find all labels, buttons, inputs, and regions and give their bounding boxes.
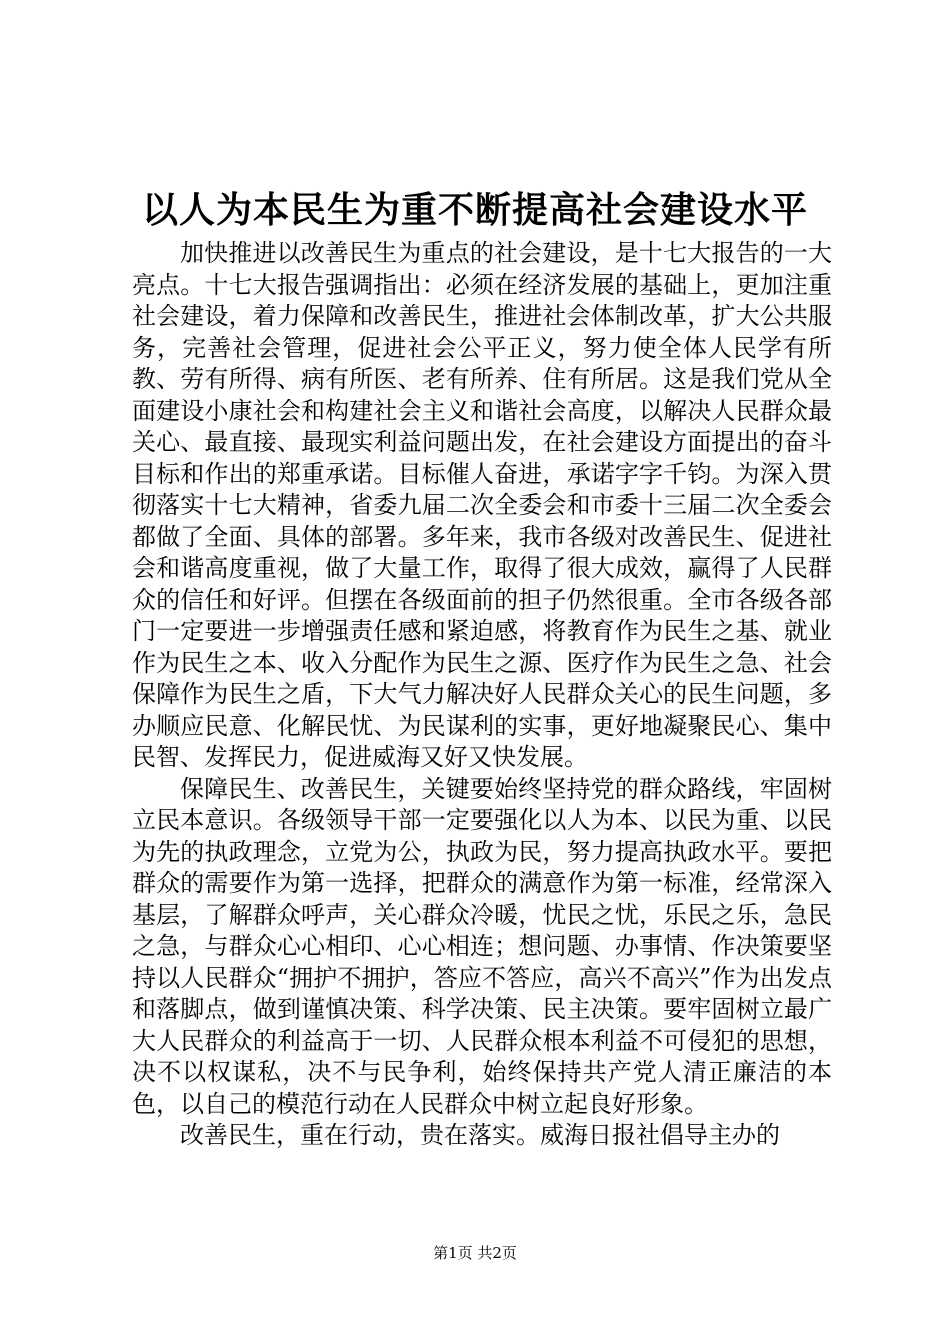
document-body — [132, 238, 832, 1152]
paragraph-2: 保障民生、改善民生，关键要始终坚持党的群众路线，牢固树立民本意识。各级领导干部一定要强化以人为本、以民为重、以民为先的执政理念，立党为公，执政为民，努力提高执政水平。要把群众的需要作为第一选择，把群众的满意作为第一标准，经常深入基层，了解群众呼声，关心群众冷暖，忧民之忧，乐民之乐，急民之急，与群众心心相印、心心相连；想问题、办事情、作决策要坚持以人民群众“拥护不拥护，答应不答应，高兴不高兴”作为出发点和落脚点，做到谨慎决策、科学决策、民主决策。要牢固树立最广大人民群众的利益高于一切、人民群众根本利益不可侵犯的思想，决不以权谋私，决不与民争利，始终保持共产党人清正廉洁的本色，以自己的模范行动在人民群众中树立起良好形象。 — [132, 774, 832, 1118]
paragraph-3: 改善民生，重在行动，贵在落实。威海日报社倡导主办的 — [180, 1121, 780, 1149]
page-footer: 第1页 共2页 — [433, 1244, 517, 1262]
paragraph-1: 加快推进以改善民生为重点的社会建设，是十七大报告的一大亮点。十七大报告强调指出：必须在经济发展的基础上，更加注重社会建设，着力保障和改善民生，推进社会体制改革，扩大公共服务，完善社会管理，促进社会公平正义，努力使全体人民学有所教、劳有所得、病有所医、老有所养、住有所居。这是我们党从全面建设小康社会和构建社会主义和谐社会高度，以解决人民群众最关心、最直接、最现实利益问题出发，在社会建设方面提出的奋斗目标和作出的郑重承诺。目标催人奋进，承诺字字千钧。为深入贯彻落实十七大精神，省委九届二次全委会和市委十三届二次全委会都做了全面、具体的部署。多年来，我市各级对改善民生、促进社会和谐高度重视，做了大量工作，取得了很大成效，赢得了人民群众的信任和好评。但摆在各级面前的担子仍然很重。全市各级各部门一定要进一步增强责任感和紧迫感，将教育作为民生之基、就业作为民生之本、收入分配作为民生之源、医疗作为民生之急、社会保障作为民生之盾，下大气力解决好人民群众关心的民生问题，多办顺应民意、化解民忧、为民谋利的实事，更好地凝聚民心、集中民智、发挥民力，促进威海又好又快发展。 — [132, 239, 832, 771]
document-title: 以人为本民生为重不断提高社会建设水平 — [141, 189, 808, 231]
